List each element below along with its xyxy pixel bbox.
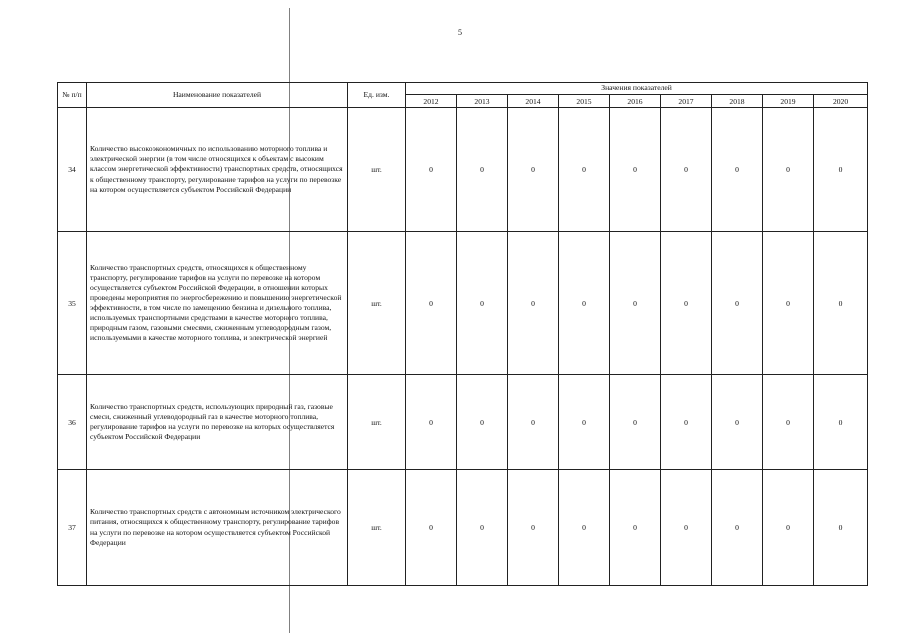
indicator-name: Количество транспортных средств, использующих природный газ, газовые смеси, сжиженный углеводородный газ в качестве моторного топлива, регулирование тарифов на услуги по перевозке на которых осуществляется субъектом Российской Федерации (87, 375, 348, 470)
value-cell: 0 (406, 375, 457, 470)
header-year: 2017 (661, 95, 712, 108)
value-cell: 0 (406, 232, 457, 375)
value-cell: 0 (763, 232, 814, 375)
value-cell: 0 (661, 232, 712, 375)
indicator-name: Количество транспортных средств, относящихся к общественному транспорту, регулирование тарифов на услуги по перевозке на котором осуществляется субъектом Российской Федерации, в отношении которых проведены мероприятия по энергосбережению и повышению энергетической эффективности, в том числе по замещению бензина и дизельного топлива, используемых транспортными средствами в качестве моторного топлива, природным газом, газовыми смесями, сжиженным углеводородным газом, используемыми в качестве моторного топлива, и электрической энергией (87, 232, 348, 375)
header-year: 2019 (763, 95, 814, 108)
table-header (58, 83, 868, 108)
indicators-table (57, 82, 868, 586)
header-values: Значения показателей (406, 83, 868, 95)
value-cell: 0 (508, 232, 559, 375)
header-name: Наименование показателей (87, 83, 348, 108)
page-number: 5 (458, 28, 462, 37)
value-cell: 0 (457, 375, 508, 470)
value-cell: 0 (559, 232, 610, 375)
unit-cell: шт. (348, 470, 406, 586)
unit-cell: шт. (348, 232, 406, 375)
table-row (58, 108, 868, 232)
value-cell: 0 (508, 108, 559, 232)
value-cell: 0 (559, 470, 610, 586)
value-cell: 0 (763, 375, 814, 470)
row-number: 36 (58, 375, 87, 470)
value-cell: 0 (712, 470, 763, 586)
value-cell: 0 (763, 108, 814, 232)
value-cell: 0 (712, 375, 763, 470)
value-cell: 0 (610, 470, 661, 586)
value-cell: 0 (457, 108, 508, 232)
value-cell: 0 (814, 375, 868, 470)
value-cell: 0 (508, 470, 559, 586)
value-cell: 0 (712, 108, 763, 232)
header-year: 2015 (559, 95, 610, 108)
header-year: 2016 (610, 95, 661, 108)
header-year: 2012 (406, 95, 457, 108)
value-cell: 0 (457, 232, 508, 375)
value-cell: 0 (559, 375, 610, 470)
unit-cell: шт. (348, 375, 406, 470)
value-cell: 0 (610, 108, 661, 232)
table-row (58, 470, 868, 586)
header-year: 2014 (508, 95, 559, 108)
value-cell: 0 (610, 232, 661, 375)
value-cell: 0 (763, 470, 814, 586)
table-row (58, 232, 868, 375)
value-cell: 0 (406, 108, 457, 232)
value-cell: 0 (814, 470, 868, 586)
row-number: 35 (58, 232, 87, 375)
table-row (58, 375, 868, 470)
indicator-name: Количество высокоэкономичных по использованию моторного топлива и электрической энергии (в том числе относящихся к объектам с высоким классом энергетической эффективности) транспортных средств, относящихся к общественному транспорту, регулирование тарифов на услуги по перевозке на котором осуществляется субъектом Российской Федерации (87, 108, 348, 232)
row-number: 37 (58, 470, 87, 586)
header-year: 2013 (457, 95, 508, 108)
value-cell: 0 (559, 108, 610, 232)
header-year: 2018 (712, 95, 763, 108)
table-body (58, 108, 868, 586)
value-cell: 0 (508, 375, 559, 470)
value-cell: 0 (814, 108, 868, 232)
value-cell: 0 (406, 470, 457, 586)
value-cell: 0 (457, 470, 508, 586)
header-num: № п/п (58, 83, 87, 108)
value-cell: 0 (661, 108, 712, 232)
value-cell: 0 (712, 232, 763, 375)
unit-cell: шт. (348, 108, 406, 232)
indicator-name: Количество транспортных средств с автономным источником электрического питания, относящихся к общественному транспорту, регулирование тарифов на услуги по перевозке на котором осуществляется субъектом Российской Федерации (87, 470, 348, 586)
value-cell: 0 (610, 375, 661, 470)
value-cell: 0 (661, 375, 712, 470)
row-number: 34 (58, 108, 87, 232)
value-cell: 0 (661, 470, 712, 586)
header-unit: Ед. изм. (348, 83, 406, 108)
value-cell: 0 (814, 232, 868, 375)
header-year: 2020 (814, 95, 868, 108)
